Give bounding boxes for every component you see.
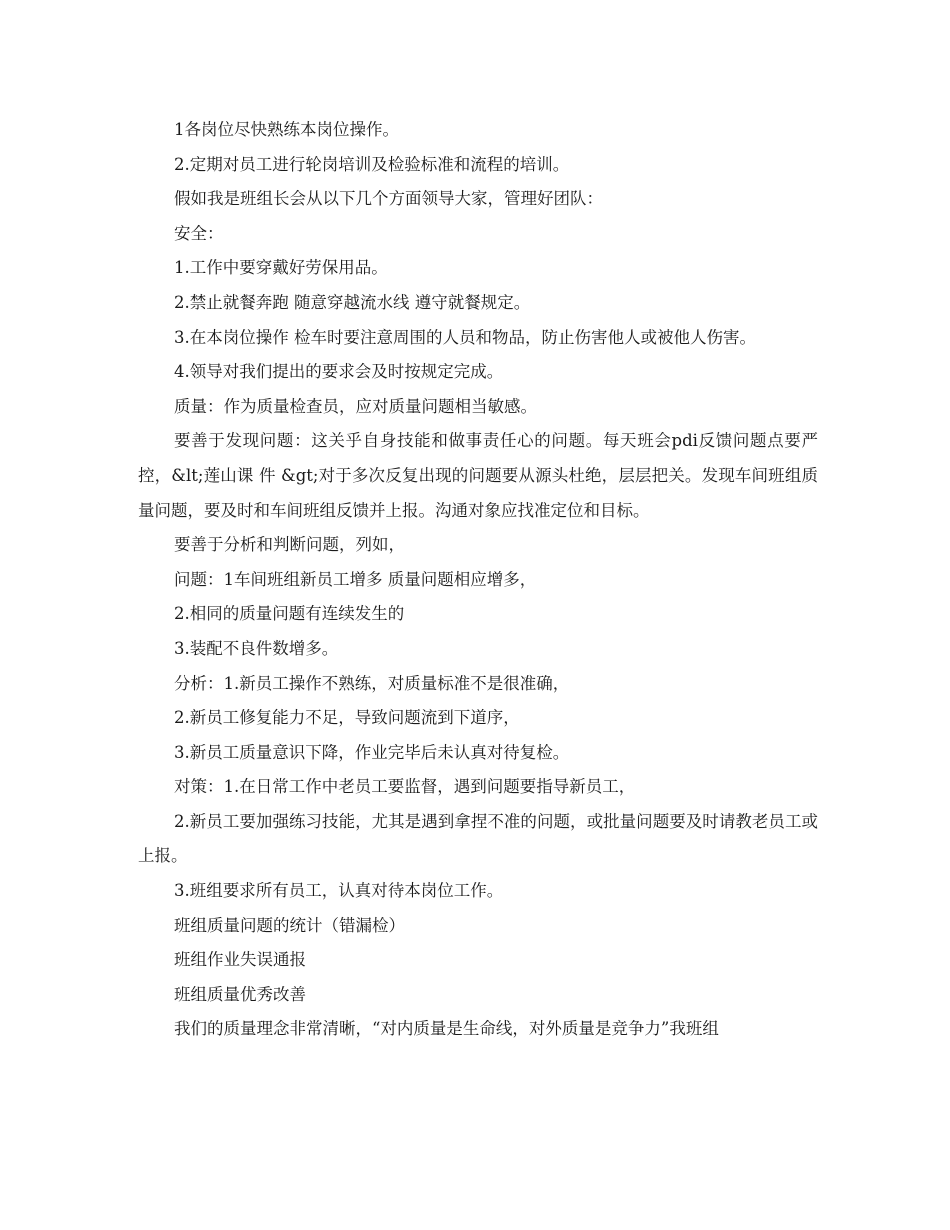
paragraph: 问题：1车间班组新员工增多 质量问题相应增多，	[174, 569, 537, 589]
paragraph: 2.相同的质量问题有连续发生的	[174, 604, 405, 624]
paragraph: 1各岗位尽快熟练本岗位操作。	[174, 120, 399, 139]
paragraph: 班组作业失误通报	[174, 950, 306, 970]
document-body	[138, 113, 818, 1047]
paragraph: 2.禁止就餐奔跑 随意穿越流水线 遵守就餐规定。	[174, 292, 531, 312]
paragraph: 对策：1.在日常工作中老员工要监督，遇到问题要指导新员工，	[174, 777, 636, 797]
paragraph: 4.领导对我们提出的要求会及时按规定完成。	[174, 362, 504, 382]
paragraph: 2.新员工要加强练习技能，尤其是遇到拿捏不准的问题，或批量问题要及时请教老员工或上报。	[138, 811, 818, 866]
paragraph: 要善于发现问题：这关乎自身技能和做事责任心的问题。每天班会pdi反馈问题点要严控，&lt;莲山课 件 &gt;对于多次反复出现的问题要从源头杜绝，层层把关。发现车间班组质量问题，要及时和车间班组反馈并上报。沟通对象应找准定位和目标。	[138, 431, 818, 520]
paragraph: 班组质量优秀改善	[174, 984, 306, 1004]
paragraph: 1.工作中要穿戴好劳保用品。	[174, 258, 388, 278]
paragraph: 质量：作为质量检查员，应对质量问题相当敏感。	[174, 396, 537, 416]
paragraph: 要善于分析和判断问题，列如，	[174, 535, 405, 555]
paragraph: 班组质量问题的统计（错漏检）	[174, 915, 405, 935]
paragraph: 3.在本岗位操作 检车时要注意周围的人员和物品，防止伤害他人或被他人伤害。	[174, 327, 756, 347]
paragraph: 3.装配不良件数增多。	[174, 638, 339, 658]
paragraph: 我们的质量理念非常清晰，“对内质量是生命线，对外质量是竞争力”我班组	[174, 1019, 719, 1039]
paragraph: 假如我是班组长会从以下几个方面领导大家，管理好团队：	[174, 189, 603, 209]
paragraph: 安全：	[174, 223, 224, 243]
paragraph: 3.班组要求所有员工，认真对待本岗位工作。	[174, 881, 504, 901]
paragraph: 3.新员工质量意识下降，作业完毕后未认真对待复检。	[174, 742, 570, 762]
paragraph: 分析：1.新员工操作不熟练，对质量标准不是很准确，	[174, 673, 570, 693]
paragraph: 2.新员工修复能力不足，导致问题流到下道序，	[174, 708, 520, 728]
paragraph: 2.定期对员工进行轮岗培训及检验标准和流程的培训。	[174, 154, 570, 174]
